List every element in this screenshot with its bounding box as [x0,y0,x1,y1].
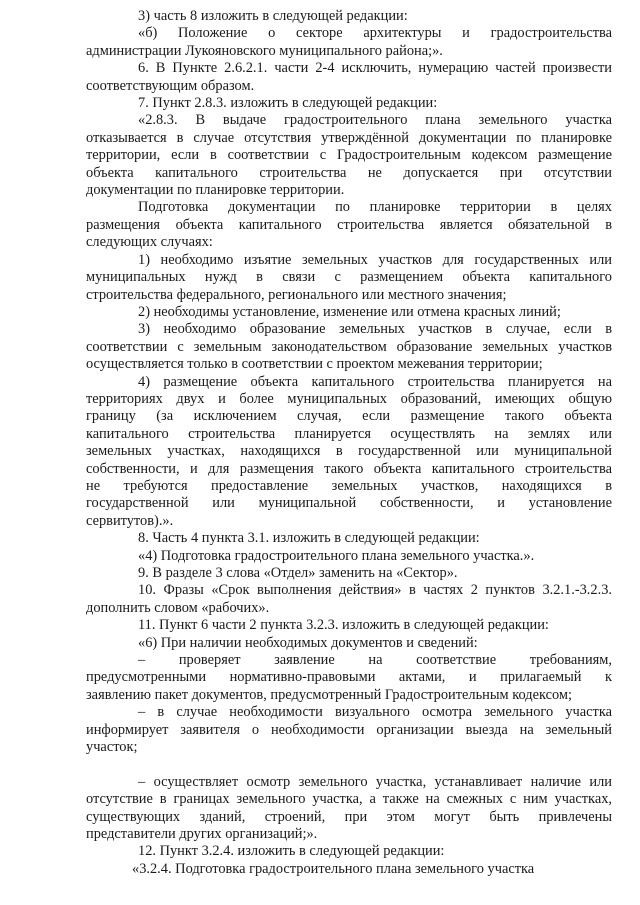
text-line: собственности, и для размещения такого объекта капитального строительства [86,460,612,477]
text-line: 4) размещение объекта капитального строительства планируется на [138,373,612,390]
text-line: 7. Пункт 2.8.3. изложить в следующей редакции: [138,95,438,112]
text-line: объекта капитального строительства не допускается при отсутствии [86,164,612,181]
text-line: земельных участках, находящихся в государственной или муниципальной [86,443,612,460]
text-line: строительства федерального, регионального или местного значения; [86,286,507,303]
text-line: администрации Лукояновского муниципального района;». [86,42,443,59]
text-line: существующих зданий, строений, при этом могут быть привлечены [86,808,612,825]
text-line: участок; [86,739,138,756]
text-line: соответствии с земельным законодательством образование земельных участков [86,338,612,355]
text-line: – проверяет заявление на соответствие требованиям, [138,652,612,669]
text-line: «2.8.3. В выдаче градостроительного плана земельного участка [138,112,612,129]
text-line: отказывается в случае отсутствия утверждённой документации по планировке [86,129,612,146]
text-line: 3) необходимо образование земельных участков в случае, если в [138,321,612,338]
text-line: муниципальных нужд в связи с размещением объекта капитального [86,269,612,286]
text-line: 10. Фразы «Срок выполнения действия» в частях 2 пунктов 3.2.1.-3.2.3. [138,582,612,599]
text-line: не требуются предоставление земельных участков, находящихся в [86,477,612,494]
text-line: 6. В Пункте 2.6.2.1. части 2-4 исключить, нумерацию частей произвести [138,60,612,77]
text-line: 2) необходимы установление, изменение или отмена красных линий; [138,303,561,320]
text-line: размещения объекта капитального строительства является обязательной в [86,216,612,233]
text-line: Подготовка документации по планировке территории в целях [138,199,612,216]
text-line: территории, если в соответствии с Градостроительным кодексом размещение [86,147,612,164]
text-line: 11. Пункт 6 части 2 пункта 3.2.3. изложить в следующей редакции: [138,617,549,634]
text-line: «4) Подготовка градостроительного плана земельного участка.». [138,547,535,564]
text-line: представители других организаций;». [86,826,318,843]
text-line: 9. В разделе 3 слова «Отдел» заменить на «Сектор». [138,565,458,581]
text-line: заявлению пакет документов, предусмотренный Градостроительным кодексом; [86,686,573,703]
text-line: следующих случаях: [86,234,213,251]
text-line: информирует заявителя о необходимости организации выезда на земельный [86,721,612,738]
text-line: «3.2.4. Подготовка градостроительного плана земельного участка [132,860,535,877]
text-line: предусмотренными нормативно-правовыми актами, и прилагаемый к [86,669,612,686]
text-line: «б) Положение о секторе архитектуры и градостроительства [138,25,612,42]
text-line: – осуществляет осмотр земельного участка, устанавливает наличие или [138,773,612,790]
text-line: «6) При наличии необходимых документов и сведений: [138,634,478,651]
text-line: 3) часть 8 изложить в следующей редакции: [138,8,408,24]
text-line: отсутствие в границах земельного участка, а также на смежных с ним участках, [86,791,612,808]
text-line: 8. Часть 4 пункта 3.1. изложить в следующей редакции: [138,530,480,547]
text-line [86,756,612,773]
text-line: – в случае необходимости визуального осмотра земельного участка [138,704,612,721]
text-line: документации по планировке территории. [86,182,345,199]
text-line: 1) необходимо изъятие земельных участков для государственных или [138,251,612,268]
text-line: дополнить словом «рабочих». [86,599,270,616]
text-line: осуществляется только в соответствии с проектом межевания территории; [86,356,543,373]
text-line: капитального строительства планируется осуществлять на землях или [86,425,612,442]
text-line: государственной или муниципальной собственности, и установление [86,495,612,512]
text-line: 12. Пункт 3.2.4. изложить в следующей редакции: [138,843,445,860]
text-line: границу (за исключением случая, если размещение такого объекта [86,408,612,425]
text-line: соответствующим образом. [86,77,255,94]
text-line: территориях двух и более муниципальных образований, имеющих общую [86,390,612,407]
text-line: сервитутов).». [86,512,174,529]
